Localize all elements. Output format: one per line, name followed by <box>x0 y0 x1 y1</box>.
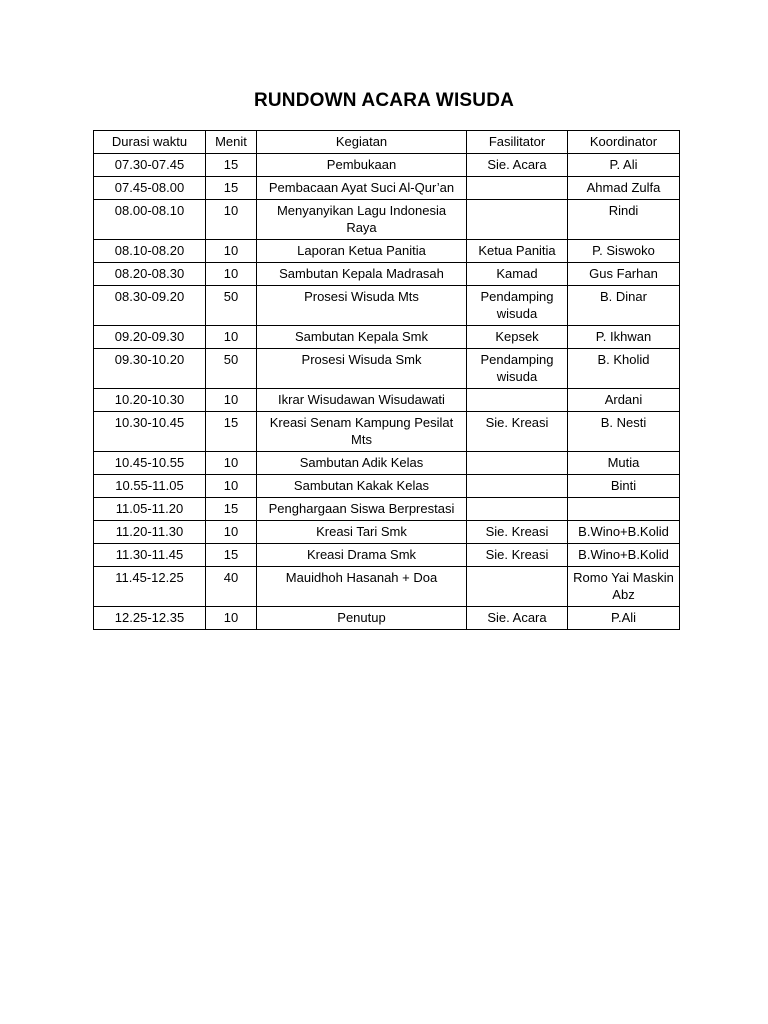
fasilitator-cell: Ketua Panitia <box>467 240 568 263</box>
kegiatan-cell: Mauidhoh Hasanah + Doa <box>257 567 467 607</box>
menit-cell: 50 <box>206 286 257 326</box>
durasi-cell: 10.45-10.55 <box>94 452 206 475</box>
kegiatan-cell: Sambutan Kepala Madrasah <box>257 263 467 286</box>
koordinator-cell: P. Siswoko <box>568 240 680 263</box>
table-row <box>94 240 680 263</box>
kegiatan-cell: Pembacaan Ayat Suci Al-Qur’an <box>257 177 467 200</box>
durasi-cell: 08.10-08.20 <box>94 240 206 263</box>
table-row <box>94 200 680 240</box>
koordinator-cell: Gus Farhan <box>568 263 680 286</box>
table-row <box>94 389 680 412</box>
header-fasilitator: Fasilitator <box>467 131 568 154</box>
table-row <box>94 349 680 389</box>
menit-cell: 40 <box>206 567 257 607</box>
table-row <box>94 412 680 452</box>
menit-cell: 10 <box>206 240 257 263</box>
table-row <box>94 263 680 286</box>
koordinator-cell: Ahmad Zulfa <box>568 177 680 200</box>
page-title: RUNDOWN ACARA WISUDA <box>253 90 515 111</box>
fasilitator-cell: Sie. Acara <box>467 607 568 630</box>
fasilitator-cell <box>467 498 568 521</box>
durasi-cell: 11.05-11.20 <box>94 498 206 521</box>
kegiatan-cell: Laporan Ketua Panitia <box>257 240 467 263</box>
durasi-cell: 11.45-12.25 <box>94 567 206 607</box>
durasi-cell: 08.30-09.20 <box>94 286 206 326</box>
koordinator-cell: P. Ali <box>568 154 680 177</box>
kegiatan-cell: Menyanyikan Lagu Indonesia Raya <box>257 200 467 240</box>
table-body <box>94 154 680 630</box>
table-row <box>94 607 680 630</box>
koordinator-cell: B. Kholid <box>568 349 680 389</box>
durasi-cell: 11.30-11.45 <box>94 544 206 567</box>
durasi-cell: 08.20-08.30 <box>94 263 206 286</box>
menit-cell: 15 <box>206 498 257 521</box>
header-kegiatan: Kegiatan <box>257 131 467 154</box>
table-row <box>94 326 680 349</box>
durasi-cell: 10.20-10.30 <box>94 389 206 412</box>
menit-cell: 10 <box>206 326 257 349</box>
menit-cell: 10 <box>206 200 257 240</box>
fasilitator-cell <box>467 389 568 412</box>
menit-cell: 50 <box>206 349 257 389</box>
koordinator-cell: P.Ali <box>568 607 680 630</box>
menit-cell: 10 <box>206 521 257 544</box>
durasi-cell: 07.30-07.45 <box>94 154 206 177</box>
menit-cell: 15 <box>206 154 257 177</box>
table-row <box>94 177 680 200</box>
kegiatan-cell: Ikrar Wisudawan Wisudawati <box>257 389 467 412</box>
durasi-cell: 07.45-08.00 <box>94 177 206 200</box>
fasilitator-cell: Sie. Kreasi <box>467 412 568 452</box>
kegiatan-cell: Kreasi Senam Kampung Pesilat Mts <box>257 412 467 452</box>
kegiatan-cell: Kreasi Tari Smk <box>257 521 467 544</box>
koordinator-cell: B. Nesti <box>568 412 680 452</box>
kegiatan-cell: Sambutan Kakak Kelas <box>257 475 467 498</box>
kegiatan-cell: Penghargaan Siswa Berprestasi <box>257 498 467 521</box>
koordinator-cell: B.Wino+B.Kolid <box>568 544 680 567</box>
durasi-cell: 11.20-11.30 <box>94 521 206 544</box>
durasi-cell: 10.55-11.05 <box>94 475 206 498</box>
menit-cell: 15 <box>206 544 257 567</box>
koordinator-cell: Binti <box>568 475 680 498</box>
fasilitator-cell: Pendamping wisuda <box>467 349 568 389</box>
kegiatan-cell: Pembukaan <box>257 154 467 177</box>
table-header-row <box>94 131 680 154</box>
koordinator-cell: Romo Yai Maskin Abz <box>568 567 680 607</box>
fasilitator-cell: Kamad <box>467 263 568 286</box>
header-menit: Menit <box>206 131 257 154</box>
table-row <box>94 475 680 498</box>
fasilitator-cell <box>467 452 568 475</box>
fasilitator-cell: Sie. Acara <box>467 154 568 177</box>
menit-cell: 10 <box>206 475 257 498</box>
menit-cell: 15 <box>206 177 257 200</box>
table-row <box>94 521 680 544</box>
durasi-cell: 12.25-12.35 <box>94 607 206 630</box>
kegiatan-cell: Sambutan Kepala Smk <box>257 326 467 349</box>
koordinator-cell: B. Dinar <box>568 286 680 326</box>
menit-cell: 10 <box>206 263 257 286</box>
menit-cell: 15 <box>206 412 257 452</box>
koordinator-cell: P. Ikhwan <box>568 326 680 349</box>
koordinator-cell: B.Wino+B.Kolid <box>568 521 680 544</box>
rundown-table <box>93 130 680 630</box>
durasi-cell: 10.30-10.45 <box>94 412 206 452</box>
menit-cell: 10 <box>206 389 257 412</box>
fasilitator-cell <box>467 200 568 240</box>
kegiatan-cell: Sambutan Adik Kelas <box>257 452 467 475</box>
fasilitator-cell: Kepsek <box>467 326 568 349</box>
kegiatan-cell: Prosesi Wisuda Mts <box>257 286 467 326</box>
durasi-cell: 08.00-08.10 <box>94 200 206 240</box>
koordinator-cell: Mutia <box>568 452 680 475</box>
table-row <box>94 452 680 475</box>
table-row <box>94 154 680 177</box>
durasi-cell: 09.30-10.20 <box>94 349 206 389</box>
koordinator-cell <box>568 498 680 521</box>
fasilitator-cell <box>467 475 568 498</box>
menit-cell: 10 <box>206 452 257 475</box>
menit-cell: 10 <box>206 607 257 630</box>
koordinator-cell: Rindi <box>568 200 680 240</box>
kegiatan-cell: Prosesi Wisuda Smk <box>257 349 467 389</box>
fasilitator-cell: Pendamping wisuda <box>467 286 568 326</box>
header-koordinator: Koordinator <box>568 131 680 154</box>
kegiatan-cell: Kreasi Drama Smk <box>257 544 467 567</box>
koordinator-cell: Ardani <box>568 389 680 412</box>
fasilitator-cell <box>467 177 568 200</box>
fasilitator-cell: Sie. Kreasi <box>467 521 568 544</box>
durasi-cell: 09.20-09.30 <box>94 326 206 349</box>
table-row <box>94 286 680 326</box>
table-row <box>94 498 680 521</box>
table-row <box>94 544 680 567</box>
table-row <box>94 567 680 607</box>
fasilitator-cell <box>467 567 568 607</box>
kegiatan-cell: Penutup <box>257 607 467 630</box>
fasilitator-cell: Sie. Kreasi <box>467 544 568 567</box>
header-durasi-waktu: Durasi waktu <box>94 131 206 154</box>
